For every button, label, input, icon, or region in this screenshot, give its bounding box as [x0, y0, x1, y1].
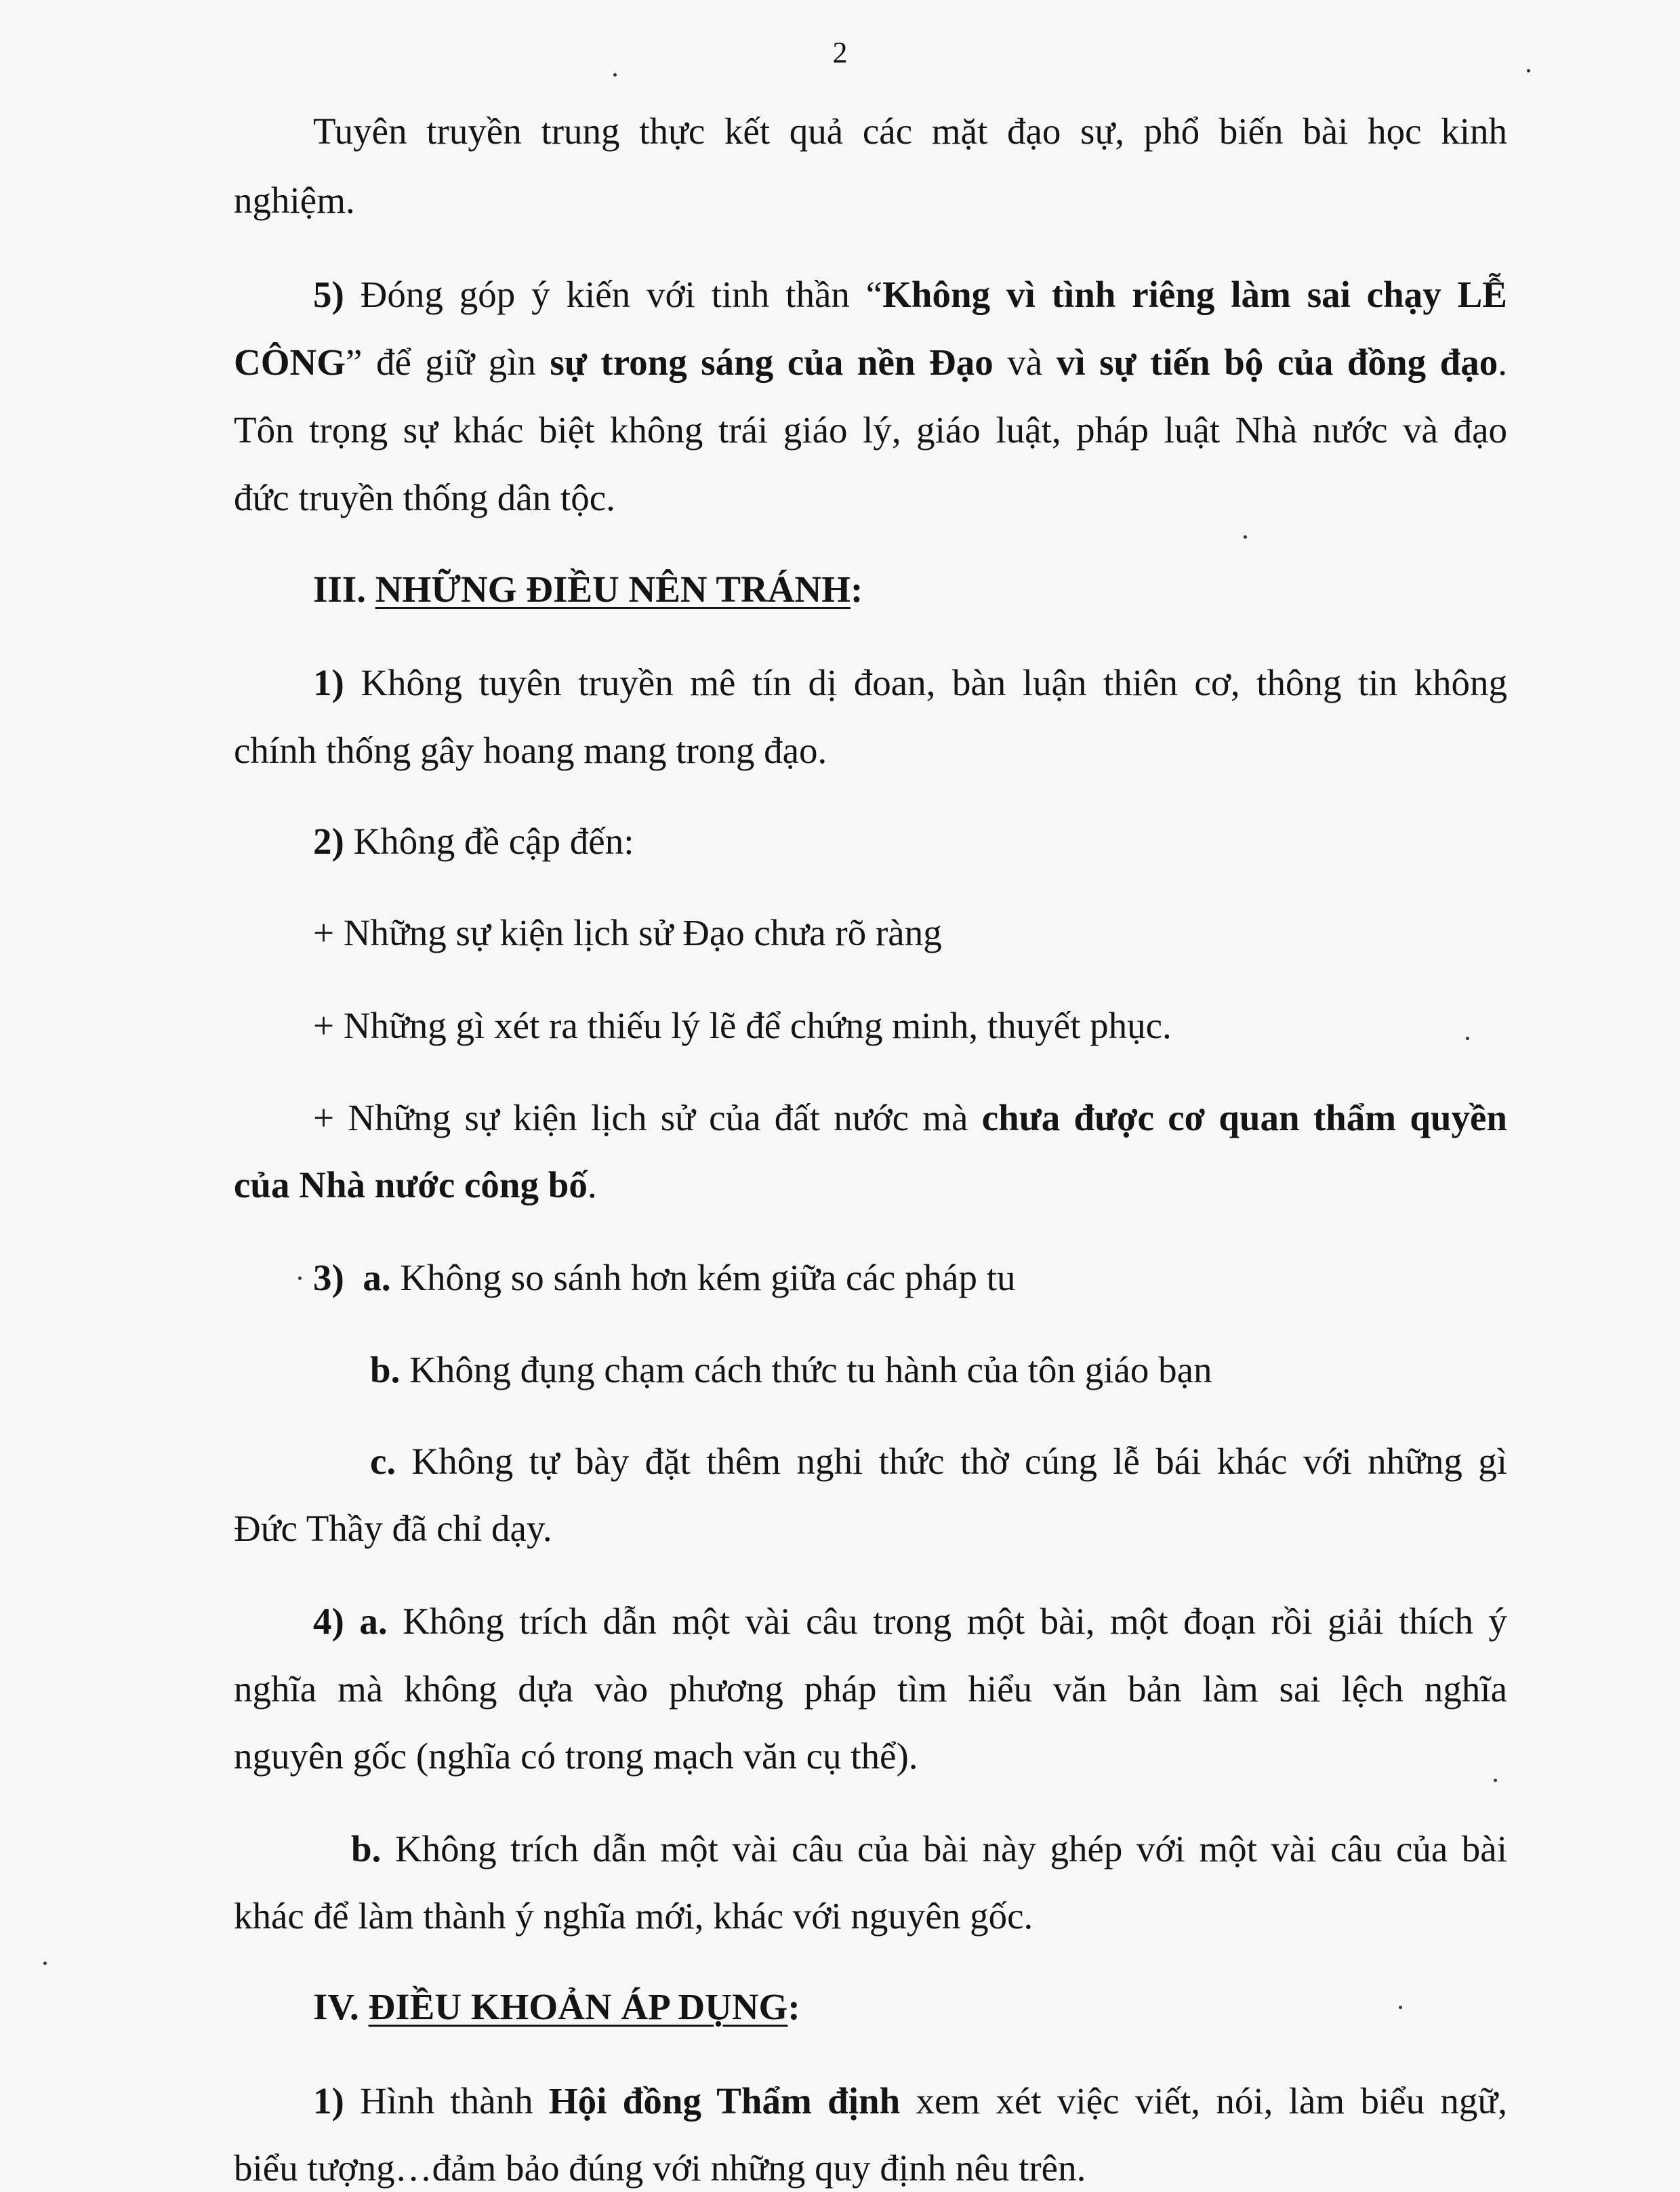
section-4-item-1-line-1: 1) Hình thành Hội đồng Thẩm định xem xét việc viết, nói, làm biểu ngữ,	[313, 2080, 1507, 2122]
section-3-item-4b-line-2: khác để làm thành ý nghĩa mới, khác với nguyên gốc.	[234, 1895, 1033, 1937]
section-3-item-1-line-1: 1) Không tuyên truyền mê tín dị đoan, bàn luận thiên cơ, thông tin không	[313, 662, 1507, 703]
section-3-item-3b: b. Không đụng chạm cách thức tu hành của tôn giáo bạn	[370, 1349, 1212, 1390]
scan-speck	[613, 73, 617, 77]
section-4-item-1-line-2: biểu tượng…đảm bảo đúng với những quy định nêu trên.	[234, 2147, 1086, 2189]
section-4-heading: IV. ĐIỀU KHOẢN ÁP DỤNG:	[313, 1986, 800, 2027]
section-3-item-4a-line-2: nghĩa mà không dựa vào phương pháp tìm hiểu văn bản làm sai lệch nghĩa	[234, 1668, 1507, 1710]
intro-line-2: nghiệm.	[234, 180, 355, 221]
scan-speck	[43, 1962, 47, 1965]
bullet-history-unclear: + Những sự kiện lịch sử Đạo chưa rõ ràng	[313, 912, 942, 953]
page-number: 2	[832, 36, 848, 69]
scan-speck	[298, 1277, 302, 1280]
bullet-national-history-line-2: của Nhà nước công bố.	[234, 1164, 597, 1205]
item-5-line-3: Tôn trọng sự khác biệt không trái giáo lý, giáo luật, pháp luật Nhà nước và đạo	[234, 409, 1507, 451]
scan-speck	[1527, 69, 1530, 73]
item-5-line-4: đức truyền thống dân tộc.	[234, 477, 615, 518]
scan-speck	[1244, 535, 1247, 539]
item-5-line-1: 5) Đóng góp ý kiến với tinh thần “Không vì tình riêng làm sai chạy LỄ	[313, 274, 1507, 315]
scan-speck	[1466, 1037, 1469, 1040]
bullet-national-history-line-1: + Những sự kiện lịch sử của đất nước mà chưa được cơ quan thẩm quyền	[313, 1097, 1507, 1138]
section-3-item-3c-line-2: Đức Thầy đã chỉ dạy.	[234, 1508, 552, 1549]
section-3-item-4b-line-1: b. Không trích dẫn một vài câu của bài này ghép với một vài câu của bài	[351, 1828, 1507, 1869]
section-3-item-1-line-2: chính thống gây hoang mang trong đạo.	[234, 730, 827, 771]
section-3-item-4a-line-3: nguyên gốc (nghĩa có trong mạch văn cụ thể).	[234, 1735, 918, 1777]
scan-speck	[1494, 1779, 1497, 1782]
bullet-lack-reason: + Những gì xét ra thiếu lý lẽ để chứng minh, thuyết phục.	[313, 1005, 1172, 1046]
intro-line-1: Tuyên truyền trung thực kết quả các mặt đạo sự, phổ biến bài học kinh	[313, 110, 1507, 152]
section-3-item-3a: 3) a. Không so sánh hơn kém giữa các pháp tu	[313, 1257, 1016, 1298]
section-3-heading: III. NHỮNG ĐIỀU NÊN TRÁNH:	[313, 568, 863, 610]
section-3-item-3c-line-1: c. Không tự bày đặt thêm nghi thức thờ cúng lễ bái khác với những gì	[370, 1441, 1507, 1482]
scan-speck	[1399, 2006, 1402, 2009]
item-5-number: 5)	[313, 274, 344, 315]
section-3-item-4a-line-1: 4) a. Không trích dẫn một vài câu trong một bài, một đoạn rồi giải thích ý	[313, 1600, 1507, 1642]
section-3-item-2-line-1: 2) Không đề cập đến:	[313, 821, 634, 862]
item-5-line-2: CÔNG” để giữ gìn sự trong sáng của nền Đạo và vì sự tiến bộ của đồng đạo.	[234, 342, 1507, 383]
